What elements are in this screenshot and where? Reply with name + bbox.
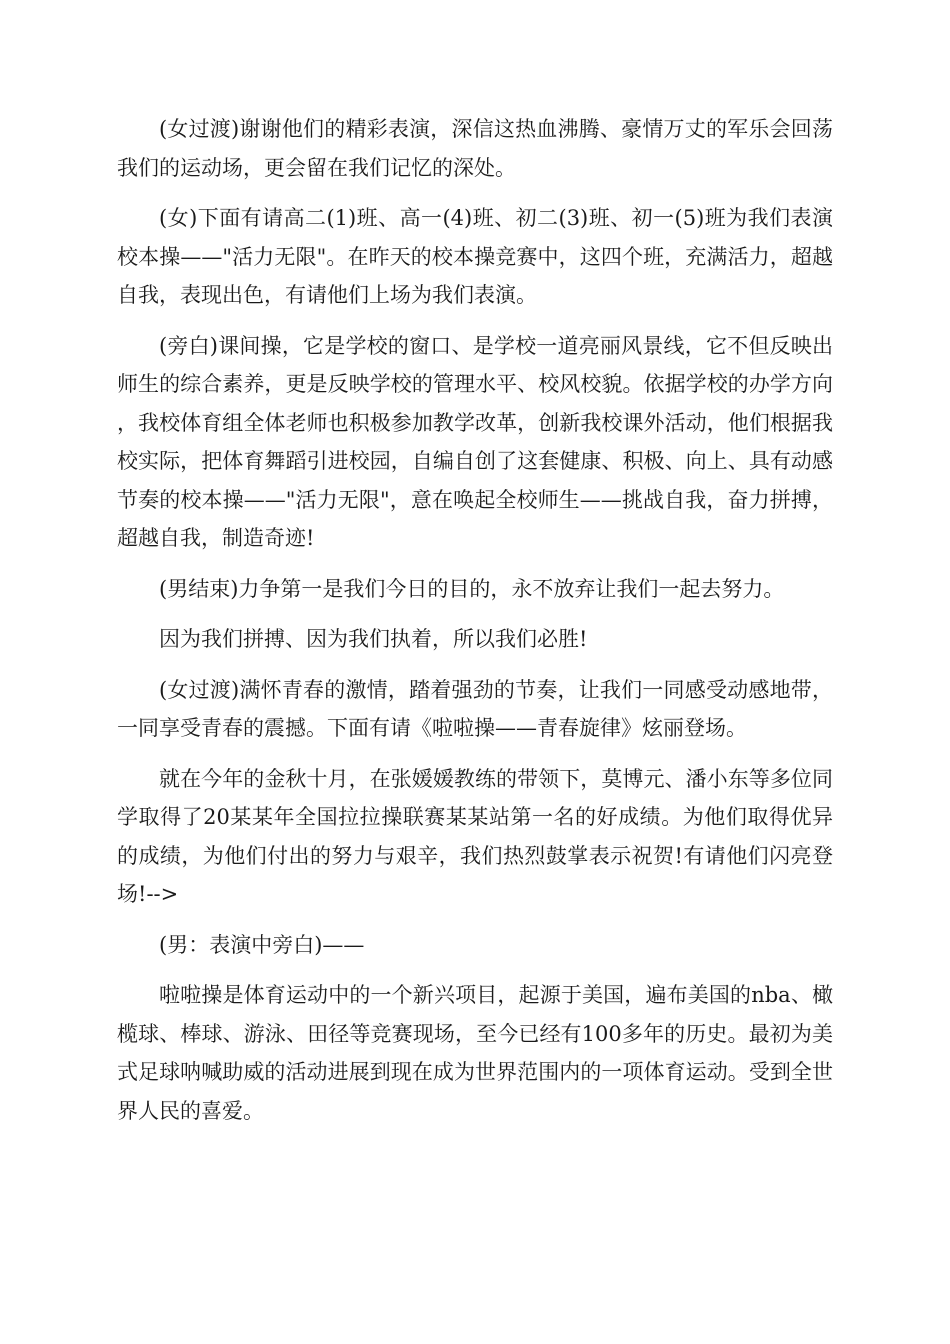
paragraph-4: (男结束)力争第一是我们今日的目的，永不放弃让我们一起去努力。: [159, 576, 785, 601]
paragraph-2: (女)下面有请高二(1)班、高一(4)班、初二(3)班、初一(5)班为我们表演校本操——"活力无限"。在昨天的校本操竞赛中，这四个班，充满活力，超越自我，表现出色，有请他们上场为我们表演。: [117, 206, 833, 307]
document-body: [117, 110, 833, 1142]
paragraph-1: (女过渡)谢谢他们的精彩表演，深信这热血沸腾、豪情万丈的军乐会回荡我们的运动场，更会留在我们记忆的深处。: [117, 117, 833, 180]
paragraph-8: (男：表演中旁白)——: [159, 932, 365, 957]
paragraph-6: (女过渡)满怀青春的激情，踏着强劲的节奏，让我们一同感受动感地带，一同享受青春的震撼。下面有请《啦啦操——青春旋律》炫丽登场。: [117, 677, 833, 740]
paragraph-9: 啦啦操是体育运动中的一个新兴项目，起源于美国，遍布美国的nba、橄榄球、棒球、游泳、田径等竞赛现场，至今已经有100多年的历史。最初为美式足球呐喊助威的活动进展到现在成为世界范围内的一项体育运动。受到全世界人民的喜爱。: [117, 983, 833, 1123]
paragraph-3: (旁白)课间操，它是学校的窗口、是学校一道亮丽风景线，它不但反映出师生的综合素养，更是反映学校的管理水平、校风校貌。依据学校的办学方向，我校体育组全体老师也积极参加教学改革，创新我校课外活动，他们根据我校实际，把体育舞蹈引进校园，自编自创了这套健康、积极、向上、具有动感节奏的校本操——"活力无限"，意在唤起全校师生——挑战自我，奋力拼搏，超越自我，制造奇迹!: [117, 333, 833, 550]
paragraph-7: 就在今年的金秋十月，在张媛媛教练的带领下，莫博元、潘小东等多位同学取得了20某某年全国拉拉操联赛某某站第一名的好成绩。为他们取得优异的成绩，为他们付出的努力与艰辛，我们热烈鼓掌表示祝贺!有请他们闪亮登场!-->: [117, 766, 833, 906]
paragraph-5: 因为我们拼搏、因为我们执着，所以我们必胜!: [159, 627, 588, 651]
